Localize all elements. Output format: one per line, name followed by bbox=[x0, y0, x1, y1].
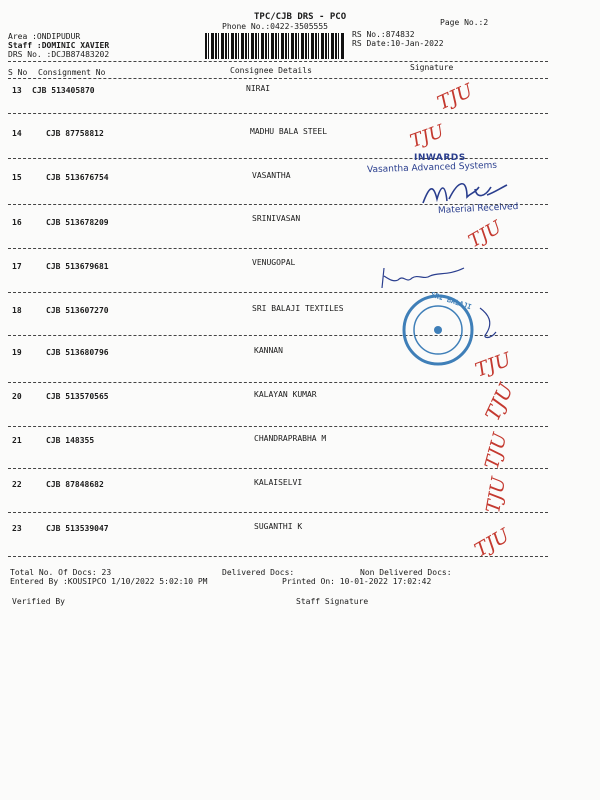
row-consignee: KALAISELVI bbox=[254, 478, 303, 487]
row-sno: 19 bbox=[12, 348, 22, 357]
inwards-stamp-received: Material Received bbox=[437, 201, 519, 217]
round-seal-text: SRI BALAJI bbox=[429, 290, 473, 312]
staff-signature-label: Staff Signature bbox=[296, 597, 369, 606]
row-consignee: SRI BALAJI TEXTILES bbox=[252, 304, 344, 313]
table-row bbox=[0, 524, 600, 536]
table-row bbox=[0, 306, 600, 318]
row-consignee: VENUGOPAL bbox=[252, 258, 296, 267]
row-consignment: CJB 513607270 bbox=[46, 306, 109, 315]
row-consignee: KANNAN bbox=[254, 346, 283, 355]
header-rule bbox=[8, 61, 548, 62]
non-delivered-docs: Non Delivered Docs: bbox=[360, 568, 452, 577]
handwritten-mark: TJU bbox=[470, 524, 514, 562]
handwritten-mark: TJU bbox=[482, 475, 511, 515]
area-label: Area :ONDIPUDUR bbox=[8, 32, 81, 41]
row-divider bbox=[8, 382, 548, 383]
row-consignee: CHANDRAPRABHA M bbox=[254, 434, 327, 443]
row-divider bbox=[8, 512, 548, 513]
table-row bbox=[0, 214, 600, 230]
row-sno: 22 bbox=[12, 480, 22, 489]
signature-row-17 bbox=[378, 262, 478, 292]
col-consignee: Consignee Details bbox=[230, 66, 312, 75]
handwritten-mark: TJU bbox=[434, 79, 477, 115]
row-consignment: CJB 513539047 bbox=[46, 524, 109, 533]
inwards-stamp-company: Vasantha Advanced Systems bbox=[366, 160, 498, 176]
table-row bbox=[0, 480, 600, 492]
row-divider bbox=[8, 158, 548, 159]
row-sno: 13 bbox=[12, 86, 22, 95]
handwritten-mark: TJU bbox=[472, 348, 514, 382]
row-consignment: CJB 513679681 bbox=[46, 262, 109, 271]
table-row bbox=[0, 258, 600, 274]
inwards-stamp-title: INWARDS bbox=[414, 153, 466, 163]
col-signature: Signature bbox=[410, 63, 454, 72]
total-docs: Total No. Of Docs: 23 bbox=[10, 568, 112, 577]
table-row bbox=[0, 129, 600, 141]
handwritten-mark: TJU bbox=[480, 430, 512, 472]
signature-row-18 bbox=[476, 304, 506, 344]
row-sno: 17 bbox=[12, 262, 22, 271]
row-divider bbox=[8, 248, 548, 249]
row-consignment: CJB 513570565 bbox=[46, 392, 109, 401]
col-sno: S No bbox=[8, 68, 28, 77]
barcode bbox=[205, 33, 345, 59]
row-divider bbox=[8, 556, 548, 557]
row-sno: 15 bbox=[12, 173, 22, 182]
phone-number: Phone No.:0422-3505555 bbox=[222, 22, 328, 31]
printed-on: Printed On: 10-01-2022 17:02:42 bbox=[282, 577, 432, 586]
row-sno: 23 bbox=[12, 524, 22, 533]
staff-label: Staff :DOMINIC XAVIER bbox=[8, 41, 110, 50]
blue-signature bbox=[415, 175, 515, 215]
row-consignment: CJB 513405870 bbox=[32, 86, 95, 95]
row-consignee: VASANTHA bbox=[252, 171, 291, 180]
handwritten-mark: TJU bbox=[407, 120, 447, 153]
delivered-docs: Delivered Docs: bbox=[222, 568, 295, 577]
drs-number: DRS No. :DCJB87483202 bbox=[8, 50, 110, 59]
row-sno: 14 bbox=[12, 129, 22, 138]
row-consignee: SUGANTHI K bbox=[254, 522, 303, 531]
col-consignment: Consignment No bbox=[38, 68, 106, 77]
row-divider bbox=[8, 468, 548, 469]
row-consignment: CJB 513676754 bbox=[46, 173, 109, 182]
row-sno: 16 bbox=[12, 218, 22, 227]
row-sno: 20 bbox=[12, 392, 22, 401]
row-consignment: CJB 87758812 bbox=[46, 129, 104, 138]
row-consignment: CJB 513680796 bbox=[46, 348, 109, 357]
handwritten-mark: TJU bbox=[480, 379, 519, 425]
row-consignment: CJB 87848682 bbox=[46, 480, 104, 489]
handwritten-mark: TJU bbox=[465, 216, 506, 253]
row-consignee: KALAYAN KUMAR bbox=[254, 390, 317, 399]
row-consignment: CJB 513678209 bbox=[46, 218, 109, 227]
row-consignee: NIRAI bbox=[246, 84, 271, 93]
page-number: Page No.:2 bbox=[440, 18, 489, 27]
row-consignee: SRINIVASAN bbox=[252, 214, 301, 223]
document-title: TPC/CJB DRS - PCO bbox=[254, 12, 347, 22]
row-divider bbox=[8, 426, 548, 427]
row-consignment: CJB 148355 bbox=[46, 436, 95, 445]
entered-by: Entered By :KOUSIPCO 1/10/2022 5:02:10 PM bbox=[10, 577, 208, 586]
row-sno: 21 bbox=[12, 436, 22, 445]
table-row bbox=[0, 86, 600, 98]
rs-number: RS No.:874832 bbox=[352, 30, 415, 39]
verified-by: Verified By bbox=[12, 597, 65, 606]
row-divider bbox=[8, 113, 548, 114]
row-consignee: MADHU BALA STEEL bbox=[250, 127, 328, 136]
rs-date: RS Date:10-Jan-2022 bbox=[352, 39, 444, 48]
row-sno: 18 bbox=[12, 306, 22, 315]
